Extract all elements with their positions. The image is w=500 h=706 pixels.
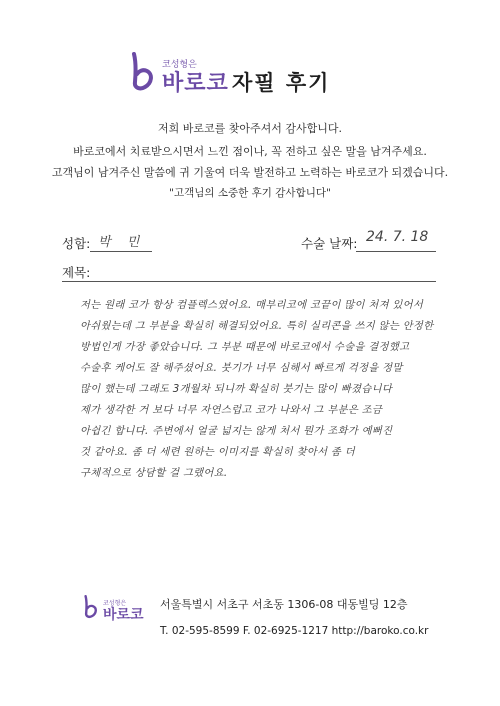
page-title: 자필 후기: [232, 71, 331, 95]
name-label: 성함:: [62, 236, 91, 251]
review-line: 많이 했는데 그래도 3개월차 되니까 확실히 붓기는 많이 빠졌습니다: [80, 383, 393, 395]
name-underline: [90, 251, 152, 252]
review-line: 아쉬웠는데 그 부분을 확실히 해결되었어요. 특히 실리콘을 쓰지 않는 안정한: [80, 320, 434, 332]
review-line: 수술후 케어도 잘 해주셨어요. 붓기가 너무 심해서 빠르게 걱정을 정말: [80, 362, 403, 374]
logo-name: 바로코: [162, 71, 229, 96]
review-line: 구체적으로 상담할 걸 그랬어요.: [80, 467, 228, 479]
name-value: 박 민: [98, 235, 146, 250]
footer-logo-b-icon: [82, 595, 100, 619]
review-line: 것 같아요. 좀 더 세련 원하는 이미지를 확실히 찾아서 좀 더: [80, 446, 355, 458]
review-line: 제가 생각한 거 보다 너무 자연스럽고 코가 나와서 그 부분은 조금: [80, 404, 383, 416]
date-value: 24. 7. 18: [366, 229, 429, 245]
logo-subtitle: 코성형은: [162, 60, 197, 70]
subject-label: 제목:: [62, 265, 91, 280]
date-underline: [356, 251, 436, 252]
review-line: 아쉽긴 합니다. 주변에서 얼굴 넓지는 않게 처서 뭔가 조화가 예뻐진: [80, 425, 393, 437]
intro-line-3: 고객님이 남겨주신 말씀에 귀 기울여 더욱 발전하고 노력하는 바로코가 되겠습니다.: [51, 166, 449, 179]
intro-line-2: 바로코에서 치료받으시면서 느낀 점이나, 꼭 전하고 싶은 말을 남겨주세요.: [73, 145, 427, 158]
logo-b-icon: [128, 52, 158, 92]
footer-logo-subtitle: 코성형은: [103, 600, 127, 607]
review-line: 저는 원래 코가 항상 컴플렉스였어요. 매부리코에 코끝이 많이 처져 있어서: [80, 299, 424, 311]
review-line: 방법인게 가장 좋았습니다. 그 부분 때문에 바로코에서 수술을 결정했고: [80, 341, 410, 353]
intro-line-4: "고객님의 소중한 후기 감사합니다": [169, 187, 331, 199]
intro-line-1: 저희 바로코를 찾아주셔서 감사합니다.: [157, 122, 342, 135]
footer-logo-name: 바로코: [103, 607, 144, 623]
footer-contact: T. 02-595-8599 F. 02-6925-1217 http://baroko.co.kr: [160, 625, 429, 637]
subject-underline: [62, 281, 436, 282]
date-label: 수술 날짜:: [301, 236, 358, 251]
footer-address: 서울특별시 서초구 서초동 1306-08 대동빌딩 12층: [160, 598, 408, 611]
